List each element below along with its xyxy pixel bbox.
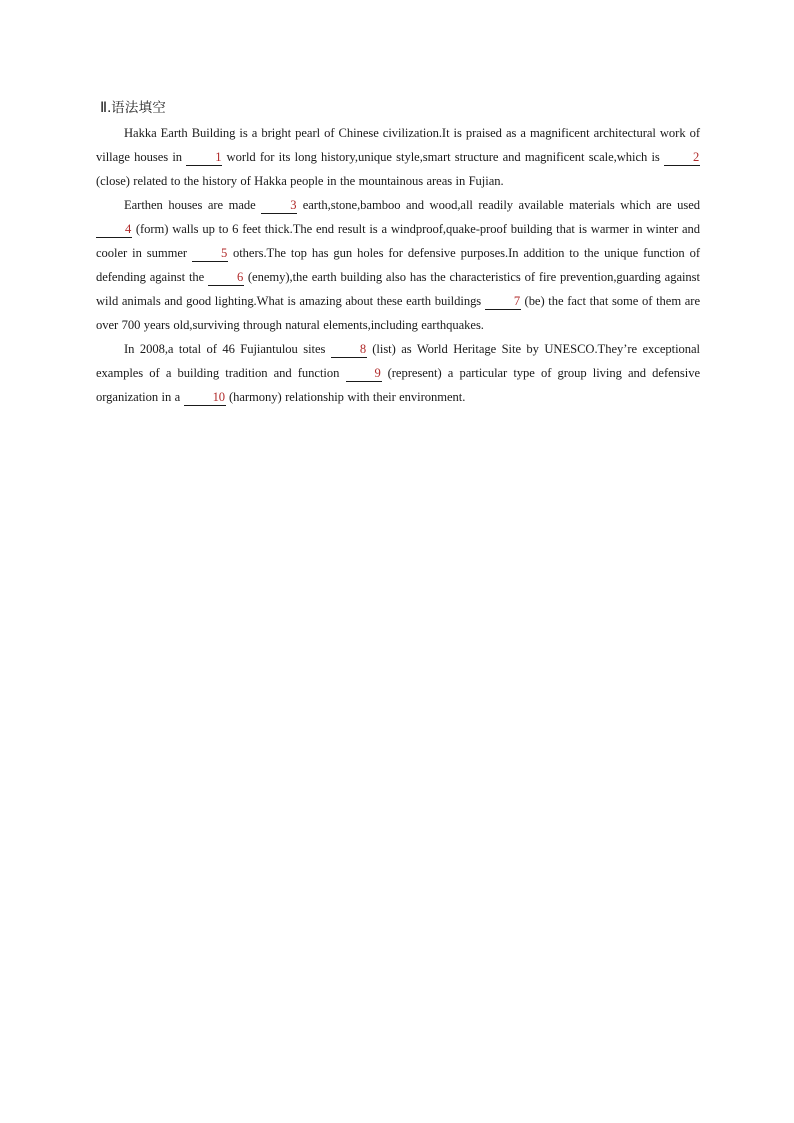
- paragraph-text: others.The top has gun holes for defensive purposes.In addition to the unique function of defending against the: [96, 246, 700, 284]
- paragraph-1: [96, 121, 700, 193]
- paragraph-text: (close) related to the history of Hakka people in the mountainous areas in Fujian.: [96, 174, 504, 188]
- answer-blank-8[interactable]: 8: [331, 342, 367, 358]
- paragraph-text: Hakka Earth Building is a bright pearl of Chinese civilization.It is praised as a magnificent architectural work of village houses in: [96, 126, 700, 164]
- paragraph-3: [96, 337, 700, 409]
- paragraph-text: world for its long history,unique style,smart structure and magnificent scale,which is: [222, 150, 664, 164]
- answer-blank-2[interactable]: 2: [664, 150, 700, 166]
- section-heading: [100, 97, 700, 119]
- paragraph-text: (be) the fact that some of them are over 700 years old,surviving through natural elements,including earthquakes.: [96, 294, 700, 332]
- section-numeral: Ⅱ.: [100, 100, 112, 116]
- paragraph-text: In 2008,a total of 46 Fujiantulou sites: [124, 342, 331, 356]
- paragraph-text: (harmony) relationship with their environment.: [225, 390, 466, 404]
- section-title: 语法填空: [111, 100, 166, 116]
- answer-blank-1[interactable]: 1: [186, 150, 222, 166]
- paragraph-text: (enemy),the earth building also has the characteristics of fire prevention,guarding against wild animals and good lighting.What is amazing about these earth buildings: [96, 270, 700, 308]
- answer-blank-7[interactable]: 7: [485, 294, 521, 310]
- answer-blank-6[interactable]: 6: [208, 270, 244, 286]
- paragraph-text: (represent) a particular type of group living and defensive organization in a: [96, 366, 700, 404]
- answer-blank-5[interactable]: 5: [192, 246, 228, 262]
- paragraph-text: (list) as World Heritage Site by UNESCO.They’re exceptional examples of a building tradition and function: [96, 342, 701, 380]
- paragraph-2: [96, 193, 700, 337]
- worksheet-page: [96, 97, 700, 409]
- paragraph-text: (form) walls up to 6 feet thick.The end result is a windproof,quake-proof building that is warmer in winter and cooler in summer: [96, 222, 700, 260]
- paragraph-text: earth,stone,bamboo and wood,all readily available materials which are used: [297, 198, 700, 212]
- answer-blank-10[interactable]: 10: [184, 390, 226, 406]
- paragraph-text: Earthen houses are made: [124, 198, 262, 212]
- answer-blank-4[interactable]: 4: [96, 222, 132, 238]
- answer-blank-3[interactable]: 3: [261, 198, 297, 214]
- answer-blank-9[interactable]: 9: [346, 366, 382, 382]
